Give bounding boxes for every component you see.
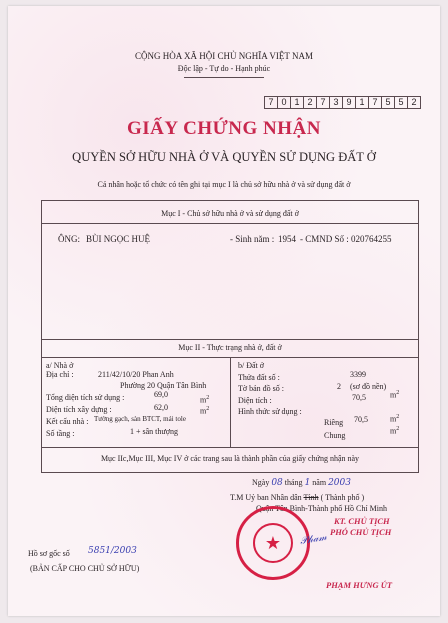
land-area-unit: $m^2$ — [390, 390, 400, 400]
plot-number: 3399 — [350, 370, 366, 379]
map-note: (sơ đồ nền) — [350, 382, 387, 391]
date-month: 1 — [304, 478, 311, 488]
address-label: Địa chỉ : — [46, 370, 74, 379]
section1-heading: Mục I - Chủ sở hữu nhà ở và sử dụng đất ở — [161, 209, 299, 218]
date-line: Ngày 08 tháng 1 năm 2003 — [252, 478, 351, 488]
birth-year: 1954 — [278, 234, 296, 244]
serial-digit: 7 — [264, 96, 278, 109]
record-label: Hồ sơ gốc số — [28, 549, 70, 558]
floors-value: 1 + sân thượng — [130, 427, 178, 436]
total-area-label: Tổng diện tích sử dụng : — [46, 393, 125, 402]
id-label: - CMND Số : — [300, 234, 349, 244]
total-area: 69,0 — [154, 390, 168, 399]
plot-label: Thửa đất số : — [238, 373, 280, 382]
land-area-label: Diện tích : — [238, 396, 272, 405]
owner-name: BÙI NGỌC HUỆ — [86, 234, 150, 244]
certificate-subtitle: QUYỀN SỞ HỮU NHÀ Ở VÀ QUYỀN SỬ DỤNG ĐẤT Ở — [72, 150, 376, 164]
id-number: 020764255 — [351, 234, 392, 244]
kt-chairman: KT. CHỦ TỊCH — [334, 516, 390, 526]
certificate-title: GIẤY CHỨNG NHẬN — [127, 118, 321, 139]
certificate-page — [8, 6, 440, 616]
serial-number-boxes — [264, 96, 421, 109]
serial-digit: 5 — [382, 96, 395, 109]
usage-label: Hình thức sử dụng : — [238, 407, 302, 416]
section2-heading: Mục II - Thực trạng nhà ở, đất ở — [178, 343, 282, 352]
address-line1: 211/42/10/20 Phan Anh — [98, 370, 174, 379]
date-day: 08 — [271, 478, 283, 488]
birth-label: - Sinh năm : — [230, 234, 275, 244]
land-heading: b/ Đất ở — [238, 361, 265, 370]
address-line2: Phường 20 Quận Tân Bình — [120, 381, 207, 390]
total-area-unit: $m^2$ — [200, 395, 210, 405]
serial-digit: 0 — [278, 96, 291, 109]
star-icon: ★ — [264, 533, 282, 553]
country-name: CỘNG HÒA XÃ HỘI CHỦ NGHĨA VIỆT NAM — [135, 51, 313, 61]
motto-underline — [184, 77, 264, 78]
private-label: Riêng — [324, 418, 344, 427]
serial-digit: 7 — [317, 96, 330, 109]
signer-name: PHẠM HƯNG ÚT — [326, 580, 393, 590]
private-area: 70,5 — [354, 415, 368, 424]
signature: 𝒫𝒽𝒶𝓂 — [299, 531, 328, 548]
land-area: 70,5 — [352, 393, 366, 402]
serial-digit: 7 — [369, 96, 382, 109]
floors-label: Số tầng : — [46, 429, 75, 438]
serial-digit: 2 — [408, 96, 421, 109]
date-year: 2003 — [328, 478, 351, 488]
built-area-unit: $m^2$ — [200, 406, 210, 416]
structure-label: Kết cấu nhà : — [46, 417, 89, 426]
shared-label: Chung — [324, 431, 346, 440]
serial-digit: 3 — [330, 96, 343, 109]
built-area: 62,0 — [154, 403, 168, 412]
content-box — [41, 200, 419, 473]
shared-unit: $m^2$ — [390, 426, 400, 436]
house-heading: a/ Nhà ở — [46, 361, 74, 370]
motto: Độc lập - Tự do - Hạnh phúc — [177, 64, 271, 73]
official-seal — [236, 506, 310, 580]
serial-digit: 2 — [304, 96, 317, 109]
serial-digit: 5 — [395, 96, 408, 109]
intro-text: Cá nhân hoặc tổ chức có tên ghi tại mục I là chủ sở hữu nhà ở và sử dụng đất ở — [97, 180, 351, 189]
serial-digit: 1 — [291, 96, 304, 109]
record-number: 5851/2003 — [88, 546, 137, 556]
authority-line2: Quận Tân Bình-Thành phố Hồ Chí Minh — [256, 504, 387, 513]
copy-note: (BẢN CẤP CHO CHỦ SỞ HỮU) — [30, 564, 140, 573]
map-number: 2 — [337, 382, 341, 391]
authority-line1: T.M Uỷ ban Nhân dân Tỉnh ( Thành phố ) — [230, 493, 365, 502]
section-footer-note: Mục IIc,Mục III, Mục IV ở các trang sau là thành phần của giấy chứng nhận này — [100, 454, 360, 463]
vice-chairman: PHÓ CHỦ TỊCH — [330, 527, 392, 537]
structure-value: Tường gạch, sàn BTCT, mái tole — [94, 415, 186, 423]
serial-digit: 1 — [356, 96, 369, 109]
owner-label: ÔNG: — [58, 234, 80, 244]
private-unit: $m^2$ — [390, 414, 400, 424]
built-area-label: Diện tích xây dựng : — [46, 405, 112, 414]
serial-digit: 9 — [343, 96, 356, 109]
map-label: Tờ bản đồ số : — [238, 384, 285, 393]
